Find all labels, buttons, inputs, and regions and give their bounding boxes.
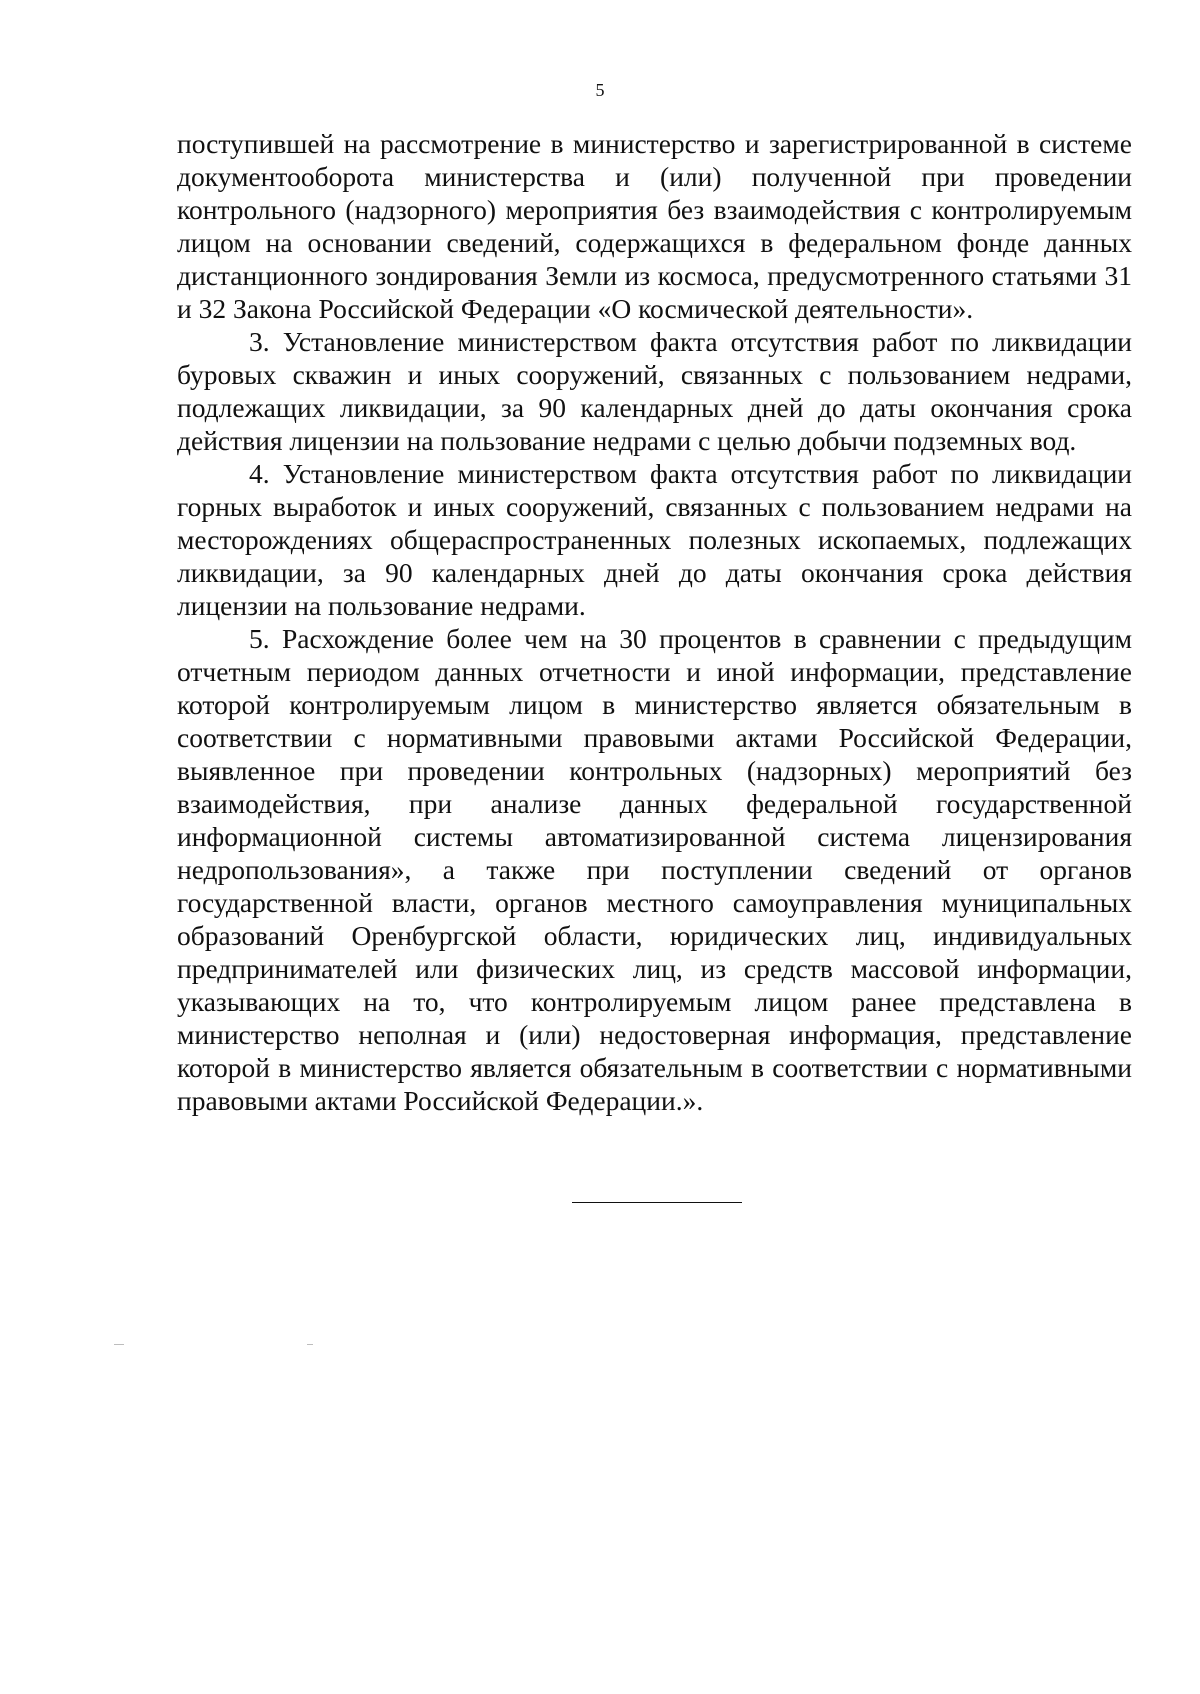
end-of-text-rule [572,1202,742,1203]
paragraph-item-4: 4. Установление министерством факта отсутствия работ по ликвидации горных выработок и иных сооружений, связанных с пользованием недрами на месторождениях общераспространенных полезных ископаемых, подлежащих ликвидации, за 90 календарных дней до даты окончания срока действия лицензии на пользование недрами. [177,458,1132,621]
paragraph-continuation: поступившей на рассмотрение в министерство и зарегистрированной в системе документооборота министерства и (или) полученной при проведении контрольного (надзорного) мероприятия без взаимодействия с контролируемым лицом на основании сведений, содержащихся в федеральном фонде данных дистанционного зондирования Земли из космоса, предусмотренного статьями 31 и 32 Закона Российской Федерации «О космической деятельности». [177,128,1132,324]
paragraph-item-5: 5. Расхождение более чем на 30 процентов в сравнении с предыдущим отчетным периодом данных отчетности и иной информации, представление которой контролируемым лицом в министерство является обязательным в соответствии с нормативными правовыми актами Российской Федерации, выявленное при проведении контрольных (надзорных) мероприятий без взаимодействия, при анализе данных федеральной государственной информационной системы автоматизированной система лицензирования недропользования», а также при поступлении сведений от органов государственной власти, органов местного самоуправления муниципальных образований Оренбургской области, юридических лиц, индивидуальных предпринимателей или физических лиц, из средств массовой информации, указывающих на то, что контролируемым лицом ранее представлена в министерство неполная и (или) недостоверная информация, представление которой в министерство является обязательным в соответствии с нормативными правовыми актами Российской Федерации.». [177,623,1132,1116]
scan-artifact [114,1344,124,1345]
document-body [177,127,1132,1117]
paragraph-item-3: 3. Установление министерством факта отсутствия работ по ликвидации буровых скважин и иных сооружений, связанных с пользованием недрами, подлежащих ликвидации, за 90 календарных дней до даты окончания срока действия лицензии на пользование недрами с целью добычи подземных вод. [177,326,1132,456]
scan-artifact [307,1344,313,1345]
page-number: 5 [595,80,605,100]
